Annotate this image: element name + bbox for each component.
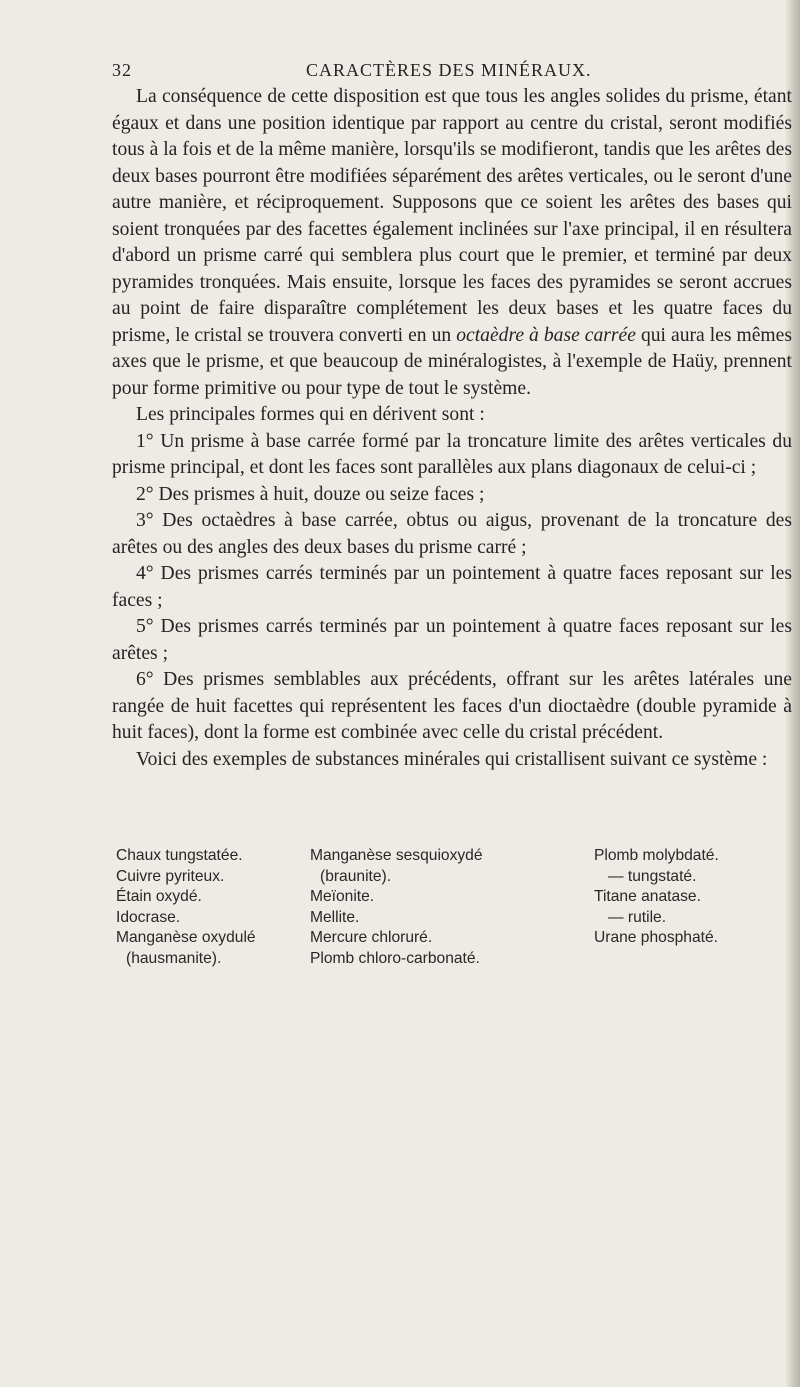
- examples-column-1: [116, 846, 306, 969]
- page-number: 32: [112, 60, 132, 80]
- example-item: Plomb chloro-carbonaté.: [310, 949, 480, 967]
- list-item-5: 5° Des prismes carrés terminés par un pointement à quatre faces reposant sur les arêtes ;: [112, 616, 792, 664]
- example-item: Meïonite.: [310, 888, 375, 905]
- example-item: Plomb molybdaté.: [594, 847, 719, 864]
- example-item: Manganèse oxydulé: [116, 929, 256, 946]
- example-item: Mellite.: [310, 908, 360, 926]
- list-item-4: 4° Des prismes carrés terminés par un pointement à quatre faces reposant sur les faces ;: [112, 563, 792, 611]
- list-item-3: 3° Des octaèdres à base carrée, obtus ou aigus, provenant de la troncature des arêtes ou des angles des deux bases du prisme carré ;: [112, 510, 792, 558]
- examples-list: [116, 846, 796, 976]
- paragraph-examples-intro: Voici des exemples de substances minérales qui cristallisent suivant ce système :: [136, 748, 768, 770]
- example-item: Urane phosphaté.: [594, 929, 718, 946]
- example-item: Étain oxydé.: [116, 888, 202, 905]
- example-item: Titane anatase.: [594, 888, 701, 905]
- example-item: (hausmanite).: [126, 949, 222, 967]
- list-item-2: 2° Des prismes à huit, douze ou seize faces ;: [136, 483, 485, 505]
- example-item: (braunite).: [320, 867, 392, 885]
- page-header: [112, 58, 792, 86]
- italic-term: octaèdre à base carrée: [456, 324, 636, 346]
- running-title: CARACTÈRES DES MINÉRAUX.: [306, 60, 592, 80]
- example-item: Mercure chloruré.: [310, 929, 433, 946]
- paragraph-intro: [112, 84, 792, 402]
- example-item: Manganèse sesquioxydé: [310, 847, 483, 864]
- examples-column-3: [594, 846, 800, 949]
- paragraph-intro-text-b: qui aura les mêmes axes que le prisme, et que beaucoup de minéralogistes, à l'exemple de Haüy, prennent pour forme primitive ou pour type de tout le système.: [112, 324, 792, 399]
- list-item-6: 6° Des prismes semblables aux précédents, offrant sur les arêtes latérales une rangée de huit facettes qui représentent les faces d'un dioctaèdre (double pyramide à huit faces), dont la forme est combinée avec celle du cristal précédent.: [112, 669, 792, 743]
- examples-column-2: [310, 846, 590, 969]
- example-item: — rutile.: [608, 908, 667, 926]
- body-text: [112, 84, 792, 773]
- paragraph-intro-text-a: La conséquence de cette disposition est que tous les angles solides du prisme, étant égaux et dans une position identique par rapport au centre du cristal, seront modifiés tous à la fois et de la même manière, lorsqu'ils se modifieront, tandis que les arêtes des deux bases pourront être modifiées séparément des arêtes verticales, ou le seront d'une autre manière, et réciproquement. Supposons que ce soient les arêtes des bases qui soient tronquées par des facettes également inclinées sur l'axe principal, il en résultera d'abord un prisme carré qui semblera plus court que le premier, et terminé par deux pyramides tronquées. Mais ensuite, lorsque les faces des pyramides se seront accrues au point de faire disparaître complétement les deux bases et les quatre faces du prisme, le cristal se trouvera converti en un: [112, 86, 792, 346]
- example-item: — tungstaté.: [608, 867, 697, 885]
- example-item: Idocrase.: [116, 908, 181, 926]
- example-item: Cuivre pyriteux.: [116, 867, 225, 885]
- list-item-1: 1° Un prisme à base carrée formé par la troncature limite des arêtes verticales du prisme principal, et dont les faces sont parallèles aux plans diagonaux de celui-ci ;: [112, 430, 792, 478]
- paragraph-forms-intro: Les principales formes qui en dérivent sont :: [136, 404, 485, 425]
- example-item: Chaux tungstatée.: [116, 847, 243, 864]
